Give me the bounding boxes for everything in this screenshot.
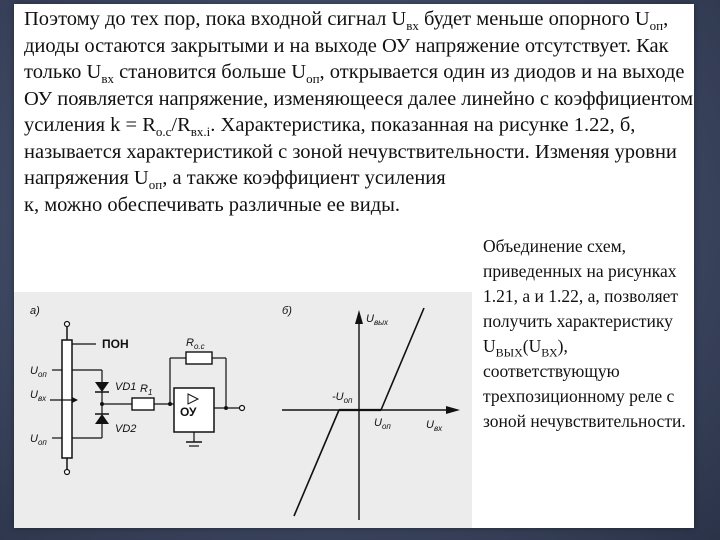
side-paragraph — [483, 234, 698, 434]
r1-label: $R_1$ — [140, 383, 153, 397]
text-run: становится больше U — [114, 61, 307, 83]
axis-uvx-label: $U_{вх}$ — [426, 419, 443, 433]
uop-label-bottom: $U_{оп}$ — [30, 433, 47, 447]
ou-label: ОУ — [180, 405, 197, 419]
subscript: вх.i — [190, 124, 211, 140]
subscript: о.с — [155, 124, 172, 140]
diode-vd2 — [95, 414, 109, 424]
vd1-label: VD1 — [115, 381, 137, 393]
neg-uop-label: $-U_{оп}$ — [332, 391, 353, 405]
subscript: оп — [148, 177, 163, 193]
subscript: оп — [649, 18, 664, 34]
slide — [14, 4, 694, 528]
text-run: . Характеристика, показанная на рисунке 1.22, б, называется характеристикой с зоной нечувствительности. Изменяя уровни напряжения U — [24, 114, 677, 189]
diode-vd1 — [95, 382, 109, 392]
subscript: вх — [406, 18, 419, 34]
figure-drawing — [14, 292, 472, 528]
pon-label: ПОН — [102, 337, 129, 351]
text-run: Объединение схем, приведенных на рисунках 1.21, а и 1.22, а, позволяет получить характеристику U — [483, 236, 679, 356]
body-paragraph — [24, 6, 696, 218]
text-run: , а также коэффициент усиления — [162, 167, 446, 189]
subscript: ВХ — [541, 345, 558, 360]
uvyx-label: $U_{вых}$ — [366, 313, 389, 327]
subscript: оп — [306, 71, 320, 87]
characteristic-lower — [294, 410, 339, 516]
text-run: , диоды остаются закрытыми и на выходе ОУ напряжение отсутствует. Как только U — [24, 8, 669, 83]
uvx-label: $U_{вх}$ — [30, 389, 47, 403]
subscript: вх — [101, 71, 114, 87]
label-b: б) — [282, 305, 292, 317]
resistor-r1 — [132, 398, 154, 410]
label-a: а) — [30, 305, 40, 317]
text-run: Поэтому до тех пор, пока входной сигнал U — [24, 8, 407, 30]
vd2-label: VD2 — [115, 423, 137, 435]
text-run: будет меньше опорного U — [418, 8, 650, 30]
roc-label: $R_{о.с}$ — [186, 337, 205, 351]
pon-divider-box — [62, 340, 72, 458]
text-run: ), соответствующую трехпозиционному реле с зоной нечувствительности. — [483, 336, 686, 431]
text-run: к, можно обеспечивать различные ее виды. — [24, 193, 401, 216]
figure-1-22 — [14, 292, 472, 528]
text-run: (U — [522, 336, 542, 356]
text-run: /R — [171, 114, 191, 136]
resistor-roc — [186, 352, 212, 364]
uop-label-top: $U_{оп}$ — [30, 365, 47, 379]
text-run: , открывается один из диодов и на выходе ОУ появляется напряжение, изменяющееся далее линейно с коэффициентом усиления k = R — [24, 61, 694, 136]
subscript: ВЫХ — [495, 345, 523, 360]
pos-uop-label: $U_{оп}$ — [374, 417, 391, 431]
